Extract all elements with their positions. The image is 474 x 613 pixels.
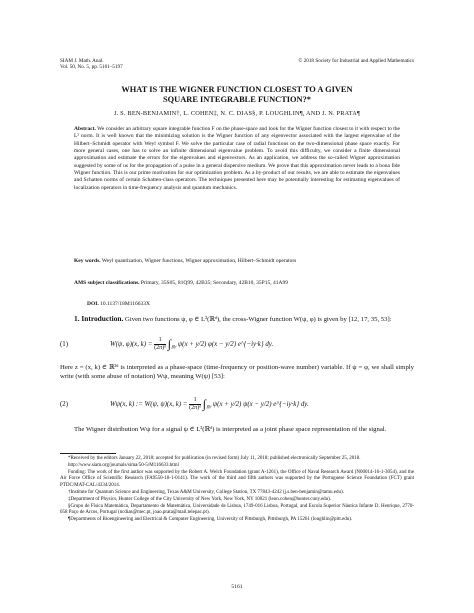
doi-label: DOI. — [87, 301, 99, 307]
doi-value: 10.1137/18M116633X — [100, 301, 150, 307]
equation-lhs: Wψ(x, k) := W(ψ, ψ)(x, k) = — [110, 401, 188, 409]
section-heading: 1. Introduction. — [74, 314, 124, 323]
fraction-denominator: (2π)ᵈ — [154, 345, 167, 351]
footnote-author-2: ‡Department of Physics, Hunter College of the City University of New York, New York, NY 10021 (leon.cohen@hunter.cuny.edu). — [68, 496, 332, 502]
equation-rhs: ψ(x + y/2) φ(x − y/2) e^{−iy·k} dy. — [177, 341, 274, 349]
ams-classifications — [74, 280, 400, 287]
journal-volume: Vol. 50, No. 5, pp. 5161–5197 — [60, 64, 123, 71]
title-line-1: WHAT IS THE WIGNER FUNCTION CLOSEST TO A GIVEN — [121, 85, 353, 94]
intro-text: Given two functions ψ, φ ∈ L²(ℝᵈ), the cross-Wigner function W(ψ, φ) is given by [12, 17, 35, 53]: — [125, 316, 392, 323]
equation-fraction — [189, 397, 201, 412]
title-line-2: SQUARE INTEGRABLE FUNCTION?* — [163, 95, 311, 104]
integral-domain: ℝᵈ — [206, 404, 212, 410]
footnote-author-1: †Institute for Quantum Science and Engineering, Texas A&M University, College Station, TX 77843-4242 (j.s.ben-benjamin@tamu.edu). — [68, 489, 344, 495]
doi — [87, 301, 150, 307]
equation-1 — [60, 335, 414, 357]
fraction-denominator: (2π)ᵈ — [189, 405, 202, 411]
footnote-author-3: §Grupo de Física Matemática, Departamento de Matemática, Universidade de Lisboa, 1749-016 Lisboa, Portugal, and Escola Superior Náutica Infante D. Henrique, 2770-058 Paço de Arcos, Portugal (ncdias@mec.pt, joao.prata@mail.telepac.pt). — [60, 503, 414, 516]
equation-rhs: ψ(x + y/2) ψ(x − y/2) e^{−iy·k} dy. — [212, 401, 309, 409]
fraction-numerator: 1 — [189, 397, 201, 405]
footnotes — [60, 456, 414, 524]
abstract-text: We consider an arbitrary square integrable function F on the phase-space and look for the Wigner function closest to it with respect to the L² norm. It is well known that the minimizing solution is the Wigner function of any eigenvector associated with the largest eigenvalue of the Hilbert–Schmidt operator with Weyl symbol F. We solve the particular case of radial functions on the two-dimensional phase space exactly. For more general cases, one has to solve an infinite dimensional eigenvalue problem. To avoid this difficulty, we consider a finite dimensional approximation and estimate the errors for the eigenvalues and eigenvectors. As an application, we address the so-called Wigner approximation suggested by some of us for the propagation of a pulse in a general dispersive medium. We prove that this approximation never leads to a bona fide Wigner function. This is our prime motivation for our optimization problem. As a by-product of our results, we are able to estimate the eigenvalues and Schatten norms of certain Schatten-class operators. The techniques presented here may be potentially interesting for estimating eigenvalues of localization operators in time-frequency analysis and quantum mechanics. — [74, 126, 400, 191]
ams-label: AMS subject classifications. — [74, 280, 140, 286]
equation-number: (1) — [60, 341, 69, 348]
copyright-notice: © 2018 Society for Industrial and Applied Mathematics — [298, 58, 414, 64]
journal-info — [60, 58, 123, 71]
abstract — [74, 126, 400, 192]
page-number: 5161 — [231, 584, 243, 590]
keywords-text: Weyl quantization, Wigner functions, Wigner approximation, Hilbert–Schmidt operators — [101, 258, 297, 264]
equation-body — [110, 337, 273, 352]
equation-fraction — [154, 337, 166, 352]
intro-paragraph — [60, 315, 414, 325]
equation-body — [110, 397, 309, 412]
footnote-rule — [60, 453, 116, 454]
integral-domain: ℝᵈ — [171, 344, 177, 350]
equation-number: (2) — [60, 401, 69, 408]
phase-space-paragraph: Here z = (x, k) ∈ ℝ²ᵈ is interpreted as a phase-space (time-frequency or position-wave number) variable. If ψ = φ, we shall simply write (with some abuse of notation) Wψ, meaning W(ψ) [53]: — [60, 364, 414, 380]
fraction-numerator: 1 — [154, 337, 166, 345]
author-list: J. S. BEN-BENJAMIN†, L. COHEN‡, N. C. DIAS§, P. LOUGHLIN¶, AND J. N. PRATA¶ — [113, 110, 361, 117]
footnote-url: http://www.siam.org/journals/sima/50-5/M116633.html — [68, 462, 179, 468]
wigner-distribution-paragraph: The Wigner distribution Wψ for a signal ψ ∈ L²(ℝᵈ) is interpreted as a joint phase space representation of the signal. — [74, 426, 387, 433]
footnote-author-4: ¶Departments of Bioengineering and Electrical & Computer Engineering, University of Pittsburgh, Pittsburgh, PA 15261 (loughlin@pitt.edu). — [68, 517, 353, 523]
keywords-label: Key words. — [74, 258, 101, 264]
keywords — [74, 258, 400, 265]
equation-2 — [60, 395, 414, 417]
equation-lhs: W(ψ, φ)(x, k) = — [110, 341, 153, 349]
footnote-funding: Funding: The work of the first author was supported by the Robert A. Welch Foundation (grant A-1261), the Office of Naval Research Award (N00014-16-1-3054), and the Air Force Office of Scientific Research (FA9550-18-1-0141). The work of the third and fifth authors was supported by the Portuguese Science Foundation (FCT) grant PTDC/MAT-CAL/4334/2014. — [60, 469, 414, 489]
integral-sign: ∫ — [167, 337, 172, 352]
paper-title — [60, 85, 414, 105]
integral-sign: ∫ — [202, 397, 207, 412]
ams-text: Primary, 35S05, 81Q99, 42B35; Secondary, 42B10, 35P15, 41A99 — [140, 280, 288, 286]
footnote-received: *Received by the editors January 22, 2018; accepted for publication (in revised form) July 11, 2018; published electronically September 25, 2018. — [68, 456, 361, 461]
abstract-label: Abstract. — [74, 126, 96, 132]
journal-name: SIAM J. Math. Anal. — [60, 58, 104, 64]
